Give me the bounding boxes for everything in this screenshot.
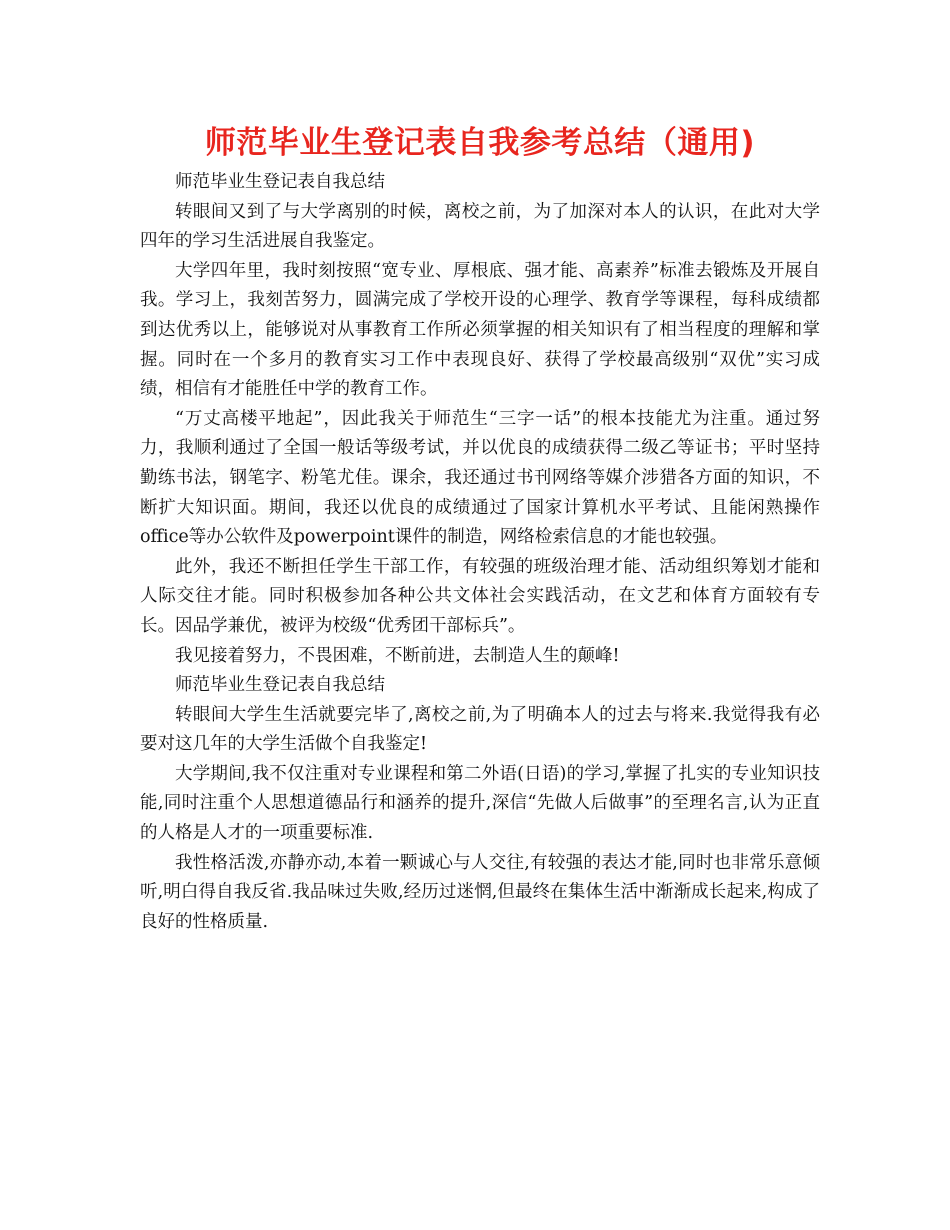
paragraph-skills: “万丈高楼平地起”，因此我关于师范生“三字一话”的根本技能尤为注重。通过努力，我顺利通过了全国一般话等级考试，并以优良的成绩获得二级乙等证书；平时坚持勤练书法，钢笔字、粉笔尤佳。课余，我还通过书刊网络等媒介涉猎各方面的知识，不断扩大知识面。期间，我还以优良的成绩通过了国家计算机水平考试、且能闲熟操作office等办公软件及powerpoint课件的制造，网络检索信息的才能也较强。 [140, 408, 820, 548]
section-heading-2: 师范毕业生登记表自我总结 [175, 675, 385, 696]
document-page [140, 118, 820, 937]
paragraph-intro-1: 转眼间又到了与大学离别的时候，离校之前，为了加深对本人的认识，在此对大学四年的学习生活进展自我鉴定。 [140, 201, 820, 252]
section-heading-1: 师范毕业生登记表自我总结 [175, 172, 385, 192]
paragraph-personality: 我性格活泼,亦静亦动,本着一颗诚心与人交往,有较强的表达才能,同时也非常乐意倾听,明白得自我反省.我品味过失败,经历过迷惘,但最终在集体生活中渐渐成长起来,构成了良好的性格质量. [140, 852, 820, 932]
document-title: 师范毕业生登记表自我参考总结（通用) [204, 125, 756, 161]
paragraph-study: 大学四年里，我时刻按照“宽专业、厚根底、强才能、高素养”标准去锻炼及开展自我。学习上，我刻苦努力，圆满完成了学校开设的心理学、教育学等课程，每科成绩都到达优秀以上，能够说对从事教育工作所必须掌握的相关知识有了相当程度的理解和掌握。同时在一个多月的教育实习工作中表现良好、获得了学校最高级别“双优”实习成绩，相信有才能胜任中学的教育工作。 [140, 260, 820, 400]
paragraph-intro-2: 转眼间大学生生活就要完毕了,离校之前,为了明确本人的过去与将来.我觉得我有必要对这几年的大学生活做个自我鉴定! [140, 704, 820, 755]
paragraph-cadre: 此外，我还不断担任学生干部工作，有较强的班级治理才能、活动组织筹划才能和人际交往才能。同时积极参加各种公共文体社会实践活动，在文艺和体育方面较有专长。因品学兼优，被评为校级“优秀团干部标兵”。 [140, 556, 820, 636]
paragraph-closing-1: 我见接着努力，不畏困难，不断前进，去制造人生的颠峰! [175, 645, 620, 666]
paragraph-university: 大学期间,我不仅注重对专业课程和第二外语(日语)的学习,掌握了扎实的专业知识技能,同时注重个人思想道德品行和涵养的提升,深信“先做人后做事”的至理名言,认为正直的人格是人才的一项重要标准. [140, 763, 820, 844]
